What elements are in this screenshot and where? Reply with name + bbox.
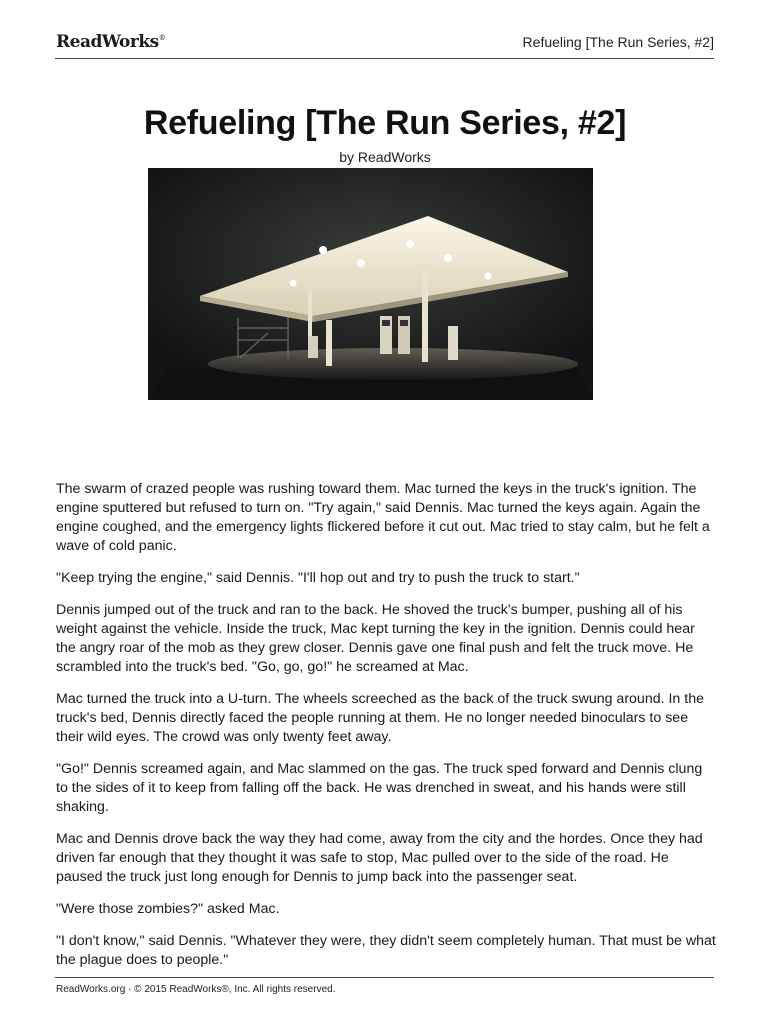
- copyright-footer: ReadWorks.org · © 2015 ReadWorks®, Inc. All rights reserved.: [56, 984, 336, 995]
- paragraph-8: "I don't know," said Dennis. "Whatever they were, they didn't seem completely human. That must be what the plague does to people.": [56, 933, 716, 968]
- logo-text: ReadWorks: [56, 32, 159, 52]
- paragraph-2: "Keep trying the engine," said Dennis. "I'll hop out and try to push the truck to start.": [56, 570, 580, 586]
- paragraph-3: Dennis jumped out of the truck and ran to the back. He shoved the truck's bumper, pushing all of his weight against the vehicle. Inside the truck, Mac kept turning the key in the ignition. Dennis could hear the angry roar of the mob as they grew closer. Dennis gave one final push and felt the truck move. He scrambled into the truck's bed. "Go, go, go!" he screamed at Mac.: [56, 602, 695, 675]
- article-body: [56, 480, 716, 983]
- paragraph-7: "Were those zombies?" asked Mac.: [56, 901, 280, 917]
- paragraph-4: Mac turned the truck into a U-turn. The wheels screeched as the back of the truck swung around. In the truck's bed, Dennis directly faced the people running at them. He no longer needed binoculars to see their wild eyes. The crowd was only twenty feet away.: [56, 691, 704, 745]
- article-byline: by ReadWorks: [339, 149, 431, 165]
- header-divider: [55, 58, 714, 59]
- paragraph-5: "Go!" Dennis screamed again, and Mac slammed on the gas. The truck sped forward and Dennis clung to the sides of it to keep from falling off the back. He was drenched in sweat, and his hands were still shaking.: [56, 761, 703, 815]
- footer-divider: [55, 977, 714, 978]
- gas-station-illustration: [148, 168, 593, 400]
- running-title: Refueling [The Run Series, #2]: [522, 34, 714, 50]
- page-header: [55, 28, 714, 60]
- paragraph-1: The swarm of crazed people was rushing toward them. Mac turned the keys in the truck's ignition. The engine sputtered but refused to turn on. "Try again," said Dennis. Mac turned the keys again. Again the engine coughed, and the emergency lights flickered before it cut out. Mac tried to stay calm, but he felt a wave of cold panic.: [56, 481, 710, 554]
- article-title: Refueling [The Run Series, #2]: [143, 104, 627, 142]
- logo-registered-mark: ®: [158, 34, 166, 42]
- gas-station-photo: [148, 168, 593, 400]
- paragraph-6: Mac and Dennis drove back the way they had come, away from the city and the hordes. Once they had driven far enough that they thought it was safe to stop, Mac pulled over to the side of the road. He paused the truck just long enough for Dennis to jump back into the passenger seat.: [56, 831, 703, 885]
- readworks-logo: [56, 32, 165, 52]
